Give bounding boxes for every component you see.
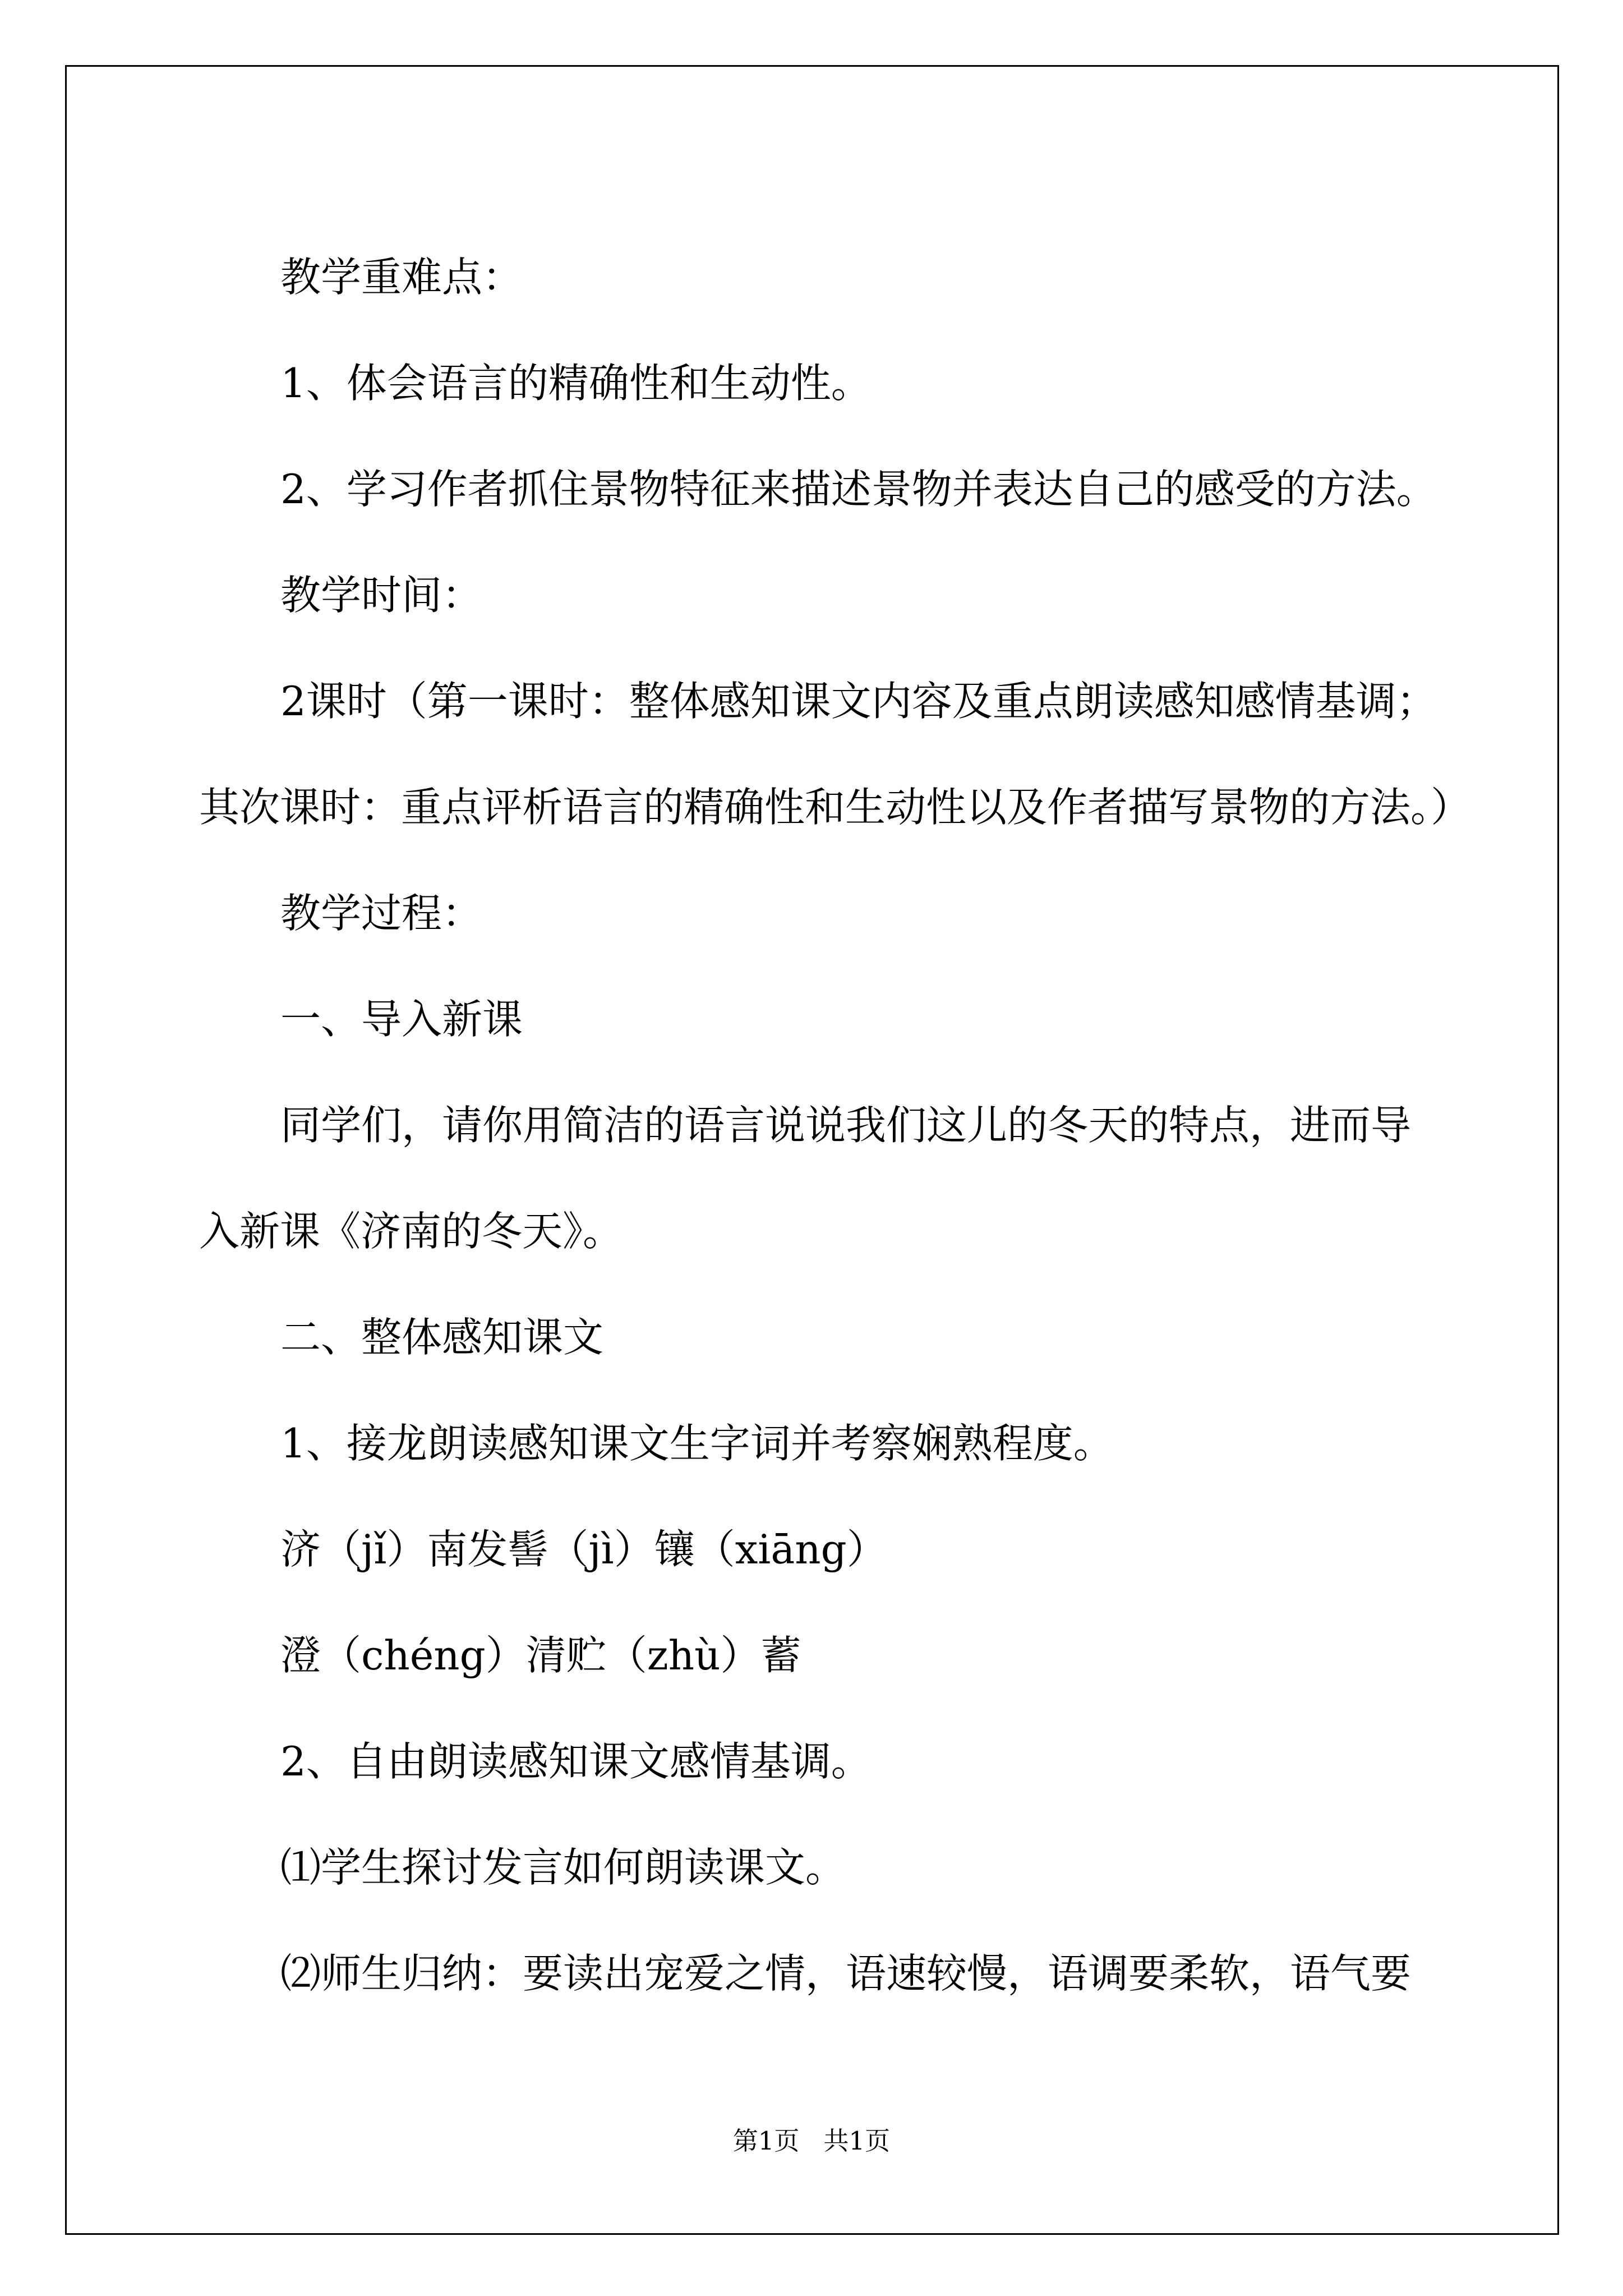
paragraph-pinyin: 澄（chéng）清贮（zhù）蓄 <box>280 1632 801 1679</box>
paragraph-item: ⑴学生探讨发言如何朗读课文。 <box>280 1844 846 1891</box>
paragraph-heading-time: 教学时间： <box>280 572 483 619</box>
paragraph-continuation: 入新课《济南的冬天》。 <box>199 1208 624 1255</box>
document-body <box>199 224 1472 2027</box>
section-heading: 二、整体感知课文 <box>280 1314 604 1361</box>
paragraph-item: ⑵师生归纳：要读出宠爱之情，语速较慢，语调要柔软，语气要 <box>280 1950 1412 1997</box>
paragraph-heading-difficulties: 教学重难点： <box>280 254 523 301</box>
paragraph-item: 1、接龙朗读感知课文生字词并考察娴熟程度。 <box>280 1420 1114 1467</box>
paragraph-item: 2、自由朗读感知课文感情基调。 <box>280 1738 872 1785</box>
paragraph-item: 2、学习作者抓住景物特征来描述景物并表达自己的感受的方法。 <box>280 466 1437 513</box>
paragraph-continuation: 其次课时：重点评析语言的精确性和生动性以及作者描写景物的方法。） <box>199 784 1472 831</box>
paragraph-item: 2课时（第一课时：整体感知课文内容及重点朗读感知感情基调； <box>280 678 1437 725</box>
section-heading: 一、导入新课 <box>280 996 523 1043</box>
paragraph-item: 1、体会语言的精确性和生动性。 <box>280 360 872 407</box>
paragraph-item: 同学们，请你用简洁的语言说说我们这儿的冬天的特点，进而导 <box>280 1102 1412 1149</box>
paragraph-heading-process: 教学过程： <box>280 890 483 937</box>
paragraph-pinyin: 济（jǐ）南发髻（jì）镶（xiāng） <box>280 1526 887 1573</box>
page-footer: 第1页 共1页 <box>732 2126 891 2156</box>
